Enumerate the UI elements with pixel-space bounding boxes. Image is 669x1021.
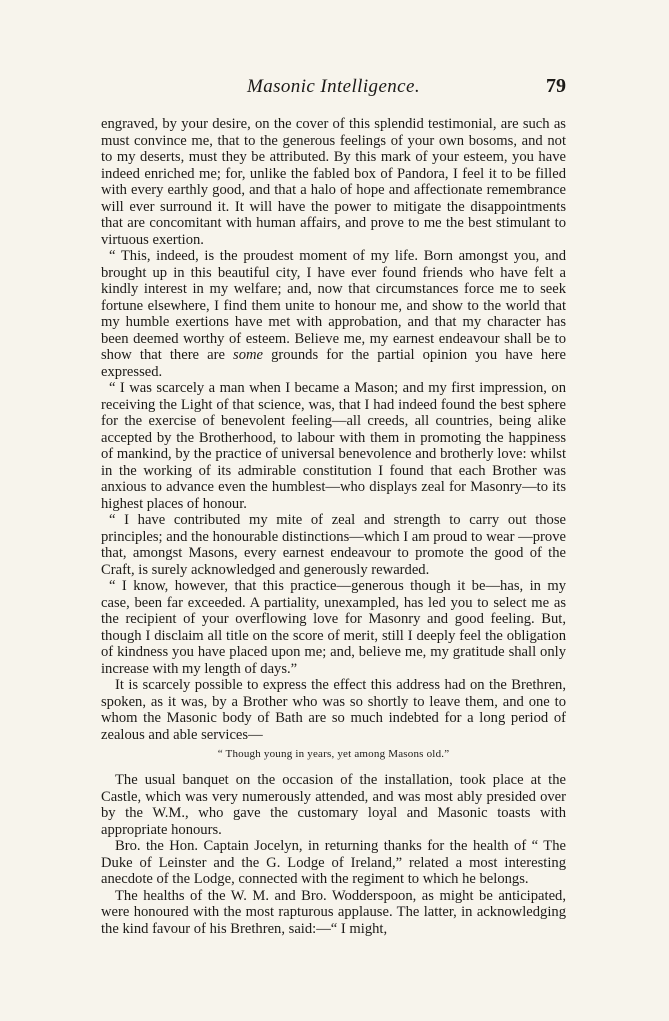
block-quote: “ Though young in years, yet among Masons old.” (217, 748, 450, 760)
paragraph-banquet: The usual banquet on the occasion of the installation, took place at the Castle, which was very numerously attended, and was most ably presided over by the W.M., who gave the customary loyal and Masonic toasts with appropriate honours. (101, 772, 566, 838)
paragraph-speech-contributed: “ I have contributed my mite of zeal and strength to carry out those principles; and the honourable distinctions—which I am proud to wear —prove that, amongst Masons, every earnest endeavour to promote the good of the Craft, is surely acknowledged and generously rewarded. (101, 512, 566, 578)
paragraph-healths: The healths of the W. M. and Bro. Wodderspoon, as might be anticipated, were honoured with the most rapturous applause. The latter, in acknowledging the kind favour of his Brethren, said:—“ I might, (101, 887, 566, 937)
paragraph-text: “ This, indeed, is the proudest moment of my life. Born amongst you, and brought up in this beautiful city, I have ever found friends who have felt a kindly interest in my welfare; and, now that circumstances force me to seek fortune elsewhere, I find them unite to honour me, and show to the world that my humble exertions have met with approbation, and that my character has been deemed worthy of esteem. Believe me, my earnest endeavour shall be to show that there are (101, 248, 566, 363)
page-header (101, 76, 566, 106)
page-number: 79 (546, 75, 566, 97)
page-body (101, 116, 566, 937)
paragraph-speech-became-mason: “ I was scarcely a man when I became a Mason; and my first impression, on receiving the Light of that science, was, that I had indeed found the best sphere for the exercise of benevolent feeling—all creeds, all countries, being alike accepted by the Brotherhood, to labour with them in promoting the happiness of mankind, by the practice of universal benevolence and brotherly love: whilst in the working of its admirable constitution I found that each Brother was anxious to advance even the humblest—who displays zeal for Masonry—to its highest places of honour. (101, 380, 566, 512)
paragraph-text: grounds for the partial opinion you have here expressed. (101, 347, 566, 380)
book-page (101, 76, 566, 937)
paragraph-effect-of-address: It is scarcely possible to express the effect this address had on the Brethren, spoken, as it was, by a Brother who was so shortly to leave them, and one to whom the Masonic body of Bath are so much indebted for a long period of zealous and able services— (101, 677, 566, 743)
emphasized-word: some (233, 347, 264, 363)
running-title: Masonic Intelligence. (246, 76, 420, 97)
paragraph-speech-exceeded: “ I know, however, that this practice—generous though it be—has, in my case, been far exceeded. A partiality, unexampled, has led you to select me as the recipient of your overflowing love for Masonry and good feeling. But, though I disclaim all title on the score of merit, still I deeply feel the obligation of kindness you have placed upon me; and, believe me, my gratitude shall only increase with my length of days.” (101, 578, 566, 677)
paragraph-speech-proudest-moment (101, 248, 566, 380)
paragraph-captain-jocelyn: Bro. the Hon. Captain Jocelyn, in returning thanks for the health of “ The Duke of Leinster and the G. Lodge of Ireland,” related a most interesting anecdote of the Lodge, connected with the regiment to which he belongs. (101, 838, 566, 887)
paragraph-continuation: engraved, by your desire, on the cover of this splendid testimonial, are such as must convince me, that to the generous feelings of your own bosoms, and not to my deserts, must they be attributed. By this mark of your esteem, you have indeed enriched me; for, unlike the fabled box of Pandora, I feel it to be filled with every earthly good, and that a halo of hope and affectionate remembrance will ever surround it. It will have the power to mitigate the disappointments that are concomitant with human affairs, and prove to me the best stimulant to virtuous exertion. (101, 116, 566, 248)
